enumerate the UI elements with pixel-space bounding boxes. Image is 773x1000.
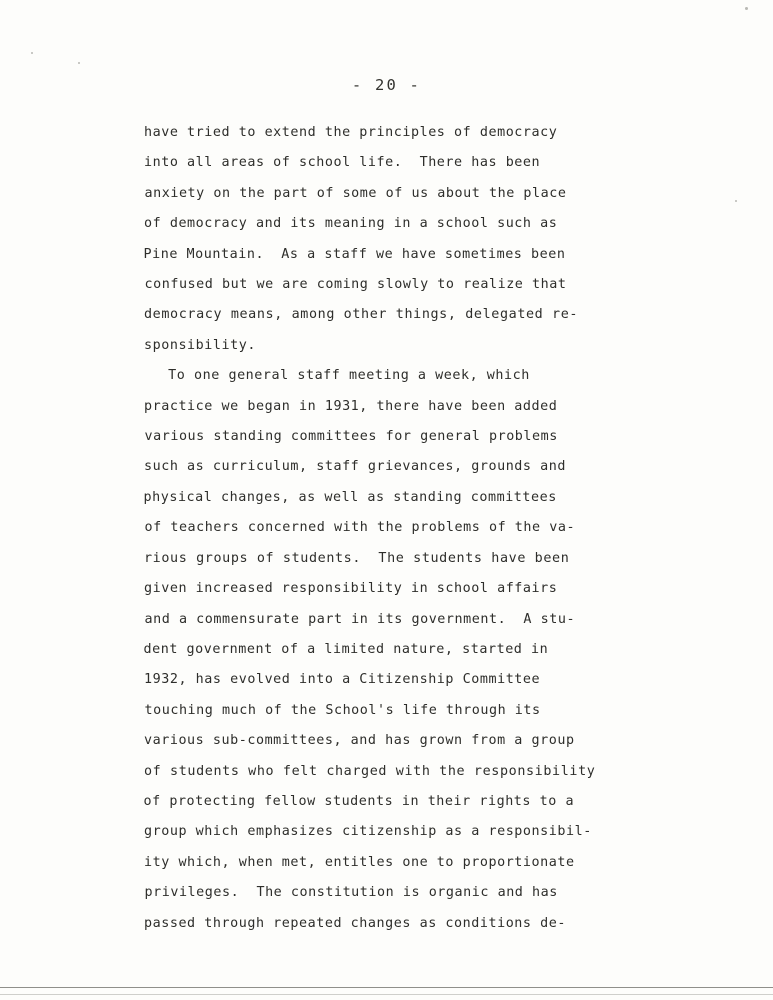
scan-speck-icon [78,62,80,64]
text-line: passed through repeated changes as conditions de- [144,915,566,931]
page-number: - 20 - [351,76,422,94]
page-bottom-rule-secondary [0,994,773,995]
text-line: of protecting fellow students in their rights to a [143,793,575,809]
text-line-content: To one general staff meeting a week, which [168,368,530,384]
text-line: dent government of a limited nature, started in [143,641,549,657]
text-line: 1932, has evolved into a Citizenship Committee [144,672,541,688]
text-line: various sub-committees, and has grown from a group [144,733,575,749]
text-line: privileges. The constitution is organic and has [144,885,558,901]
paragraph [144,361,652,939]
text-line: Pine Mountain. As a staff we have sometimes been [143,246,566,262]
text-line: of teachers concerned with the problems of the va- [144,520,576,536]
text-line: physical changes, as well as standing committees [143,489,557,505]
text-line: anxiety on the part of some of us about the place [144,185,567,201]
page-bottom-rule [0,987,773,988]
scan-speck-icon [735,200,737,202]
text-line: have tried to extend the principles of democracy [144,125,558,140]
text-line: sponsibility. [144,337,256,353]
text-line: given increased responsibility in school affairs [144,581,558,597]
text-line: ity which, when met, entitles one to proportionate [144,854,575,870]
text-line: of democracy and its meaning in a school such as [144,216,558,232]
text-line: various standing committees for general problems [144,429,558,445]
text-line: into all areas of school life. There has been [144,155,541,171]
scan-speck-icon [31,52,33,54]
text-line: group which emphasizes citizenship as a responsibil- [144,824,592,840]
text-line: confused but we are coming slowly to realize that [144,277,567,293]
text-line: and a commensurate part in its government. A stu- [144,611,576,627]
text-line: practice we began in 1931, there have been added [144,398,558,414]
text-line: of students who felt charged with the responsibility [144,763,596,779]
text-line: democracy means, among other things, delegated re- [144,307,579,323]
paragraph [144,118,652,361]
text-line: such as curriculum, staff grievances, grounds and [144,459,566,475]
document-body [144,118,652,939]
text-line: rious groups of students. The students have been [144,550,570,566]
scan-speck-icon [745,7,748,10]
text-line: touching much of the School's life through its [144,702,541,718]
text-line [144,361,652,391]
